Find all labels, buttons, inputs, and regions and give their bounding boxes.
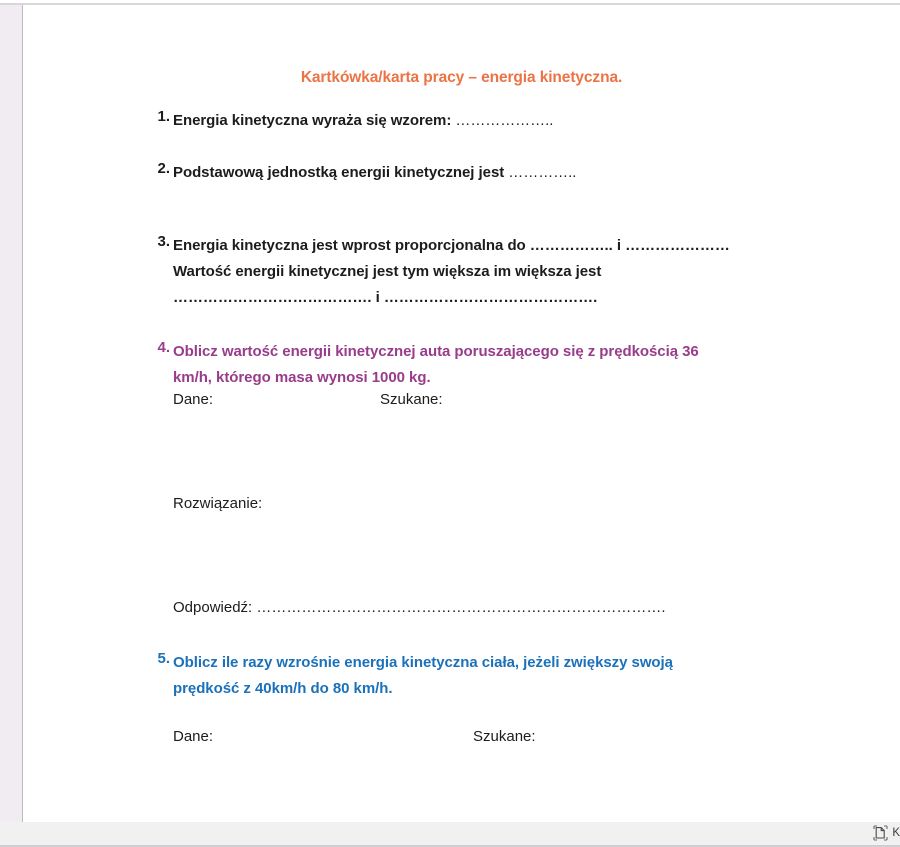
list-item-number: 3. <box>157 233 170 250</box>
list-item-line: km/h, którego masa wynosi 1000 kg. <box>173 369 431 386</box>
list-item-body <box>173 650 863 702</box>
list-item-line: Oblicz ile razy wzrośnie energia kinetyczna ciała, jeżeli zwiększy swoją <box>173 654 673 671</box>
dane-label: Dane: <box>173 728 214 745</box>
document-page[interactable] <box>23 5 900 822</box>
left-gutter-strip <box>0 5 22 822</box>
list-item-number: 1. <box>157 108 170 125</box>
list-item-line: Energia kinetyczna jest wprost proporcjonalna do …………….. i ………………… <box>173 237 730 254</box>
line-text: Energia kinetyczna wyraża się wzorem: <box>173 112 452 129</box>
rozwiazanie-label: Rozwiązanie: <box>173 495 263 512</box>
list-item-number: 5. <box>157 650 170 667</box>
list-item-number: 2. <box>157 160 170 177</box>
list-item-line: …………………………………. i ……………………………………. <box>173 289 598 306</box>
status-bar <box>0 822 900 847</box>
list-item-number: 4. <box>157 339 170 356</box>
szukane-label: Szukane: <box>473 728 536 745</box>
line-text: Podstawową jednostką energii kinetycznej jest <box>173 164 505 181</box>
status-bar-text: K <box>892 827 900 839</box>
list-item-body <box>173 339 863 391</box>
status-bar-right-group[interactable] <box>873 825 900 841</box>
line-leader: ………….. <box>504 164 577 181</box>
page-title: Kartkówka/karta pracy – energia kinetyczna. <box>300 69 623 86</box>
list-item-line: Oblicz wartość energii kinetycznej auta poruszającego się z prędkością 36 <box>173 343 699 360</box>
dane-label: Dane: <box>173 391 214 408</box>
szukane-label: Szukane: <box>380 391 443 408</box>
page-icon[interactable] <box>873 825 888 841</box>
odpowiedz-label: Odpowiedź: ………………………………………………………………………. <box>173 599 666 616</box>
list-item-line: prędkość z 40km/h do 80 km/h. <box>173 680 393 697</box>
list-item-line <box>173 108 863 134</box>
line-leader: ……………….. <box>451 112 554 129</box>
list-item-body <box>173 160 863 186</box>
list-item-line <box>173 160 863 186</box>
list-item-body <box>173 108 863 134</box>
list-item-line: Wartość energii kinetycznej jest tym większa im większa jest <box>173 263 602 280</box>
list-item-body <box>173 233 863 311</box>
